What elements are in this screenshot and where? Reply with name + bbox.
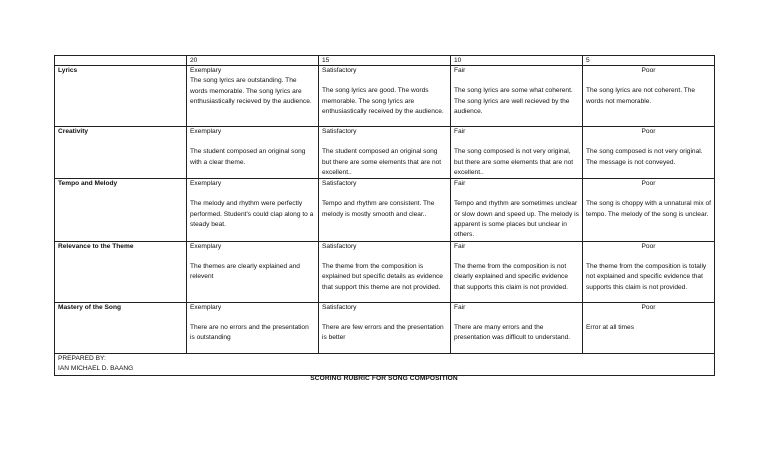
level-label: Fair (454, 242, 466, 250)
header-cell-20: 20 (187, 56, 319, 66)
cell-relevance-satisfactory (319, 241, 451, 302)
level-description: Tempo and rhythm are sometimes unclear or slow down and speed up. The melody is apparent is some places but unclear in others. (454, 200, 579, 239)
level-description: The theme from the composition is explained but specific details as evidence that support this theme are not provided. (322, 262, 443, 291)
prepared-by-label: PREPARED BY: (58, 354, 106, 362)
criterion-relevance: Relevance to the Theme (55, 241, 187, 302)
level-description: The student composed an original song but there are some elements that are not excellent.. (322, 148, 442, 176)
level-label: Fair (454, 180, 466, 188)
level-label: Poor (641, 242, 656, 250)
level-description: The song composed is not very original, but there are some elements that are not excellent.. (454, 148, 574, 176)
prepared-by-name: IAN MICHAEL D. BAANG (58, 364, 134, 372)
criterion-mastery: Mastery of the Song (55, 302, 187, 353)
level-description: The song lyrics are not coherent. The words not memorable. (586, 87, 696, 105)
level-description: Error at all times (586, 323, 634, 331)
level-label: Poor (641, 67, 656, 74)
header-cell-10: 10 (451, 56, 583, 66)
header-cell-15: 15 (319, 56, 451, 66)
cell-lyrics-fair (451, 66, 583, 127)
level-label: Fair (454, 67, 466, 74)
level-description: The song composed is not very original. The message is not conveyed. (586, 148, 703, 166)
criterion-tempo-melody: Tempo and Melody (55, 179, 187, 241)
cell-mastery-poor (583, 302, 715, 353)
cell-tempo-exemplary (187, 179, 319, 241)
cell-relevance-poor (583, 241, 715, 302)
level-description: The student composed an original song with a clear theme. (190, 148, 306, 166)
level-description: The theme from the composition is not clearly explained and specific evidence that supports this claim is not provided. (454, 262, 568, 291)
prepared-by-row (55, 353, 715, 375)
row-mastery (55, 302, 715, 353)
level-label: Poor (641, 180, 656, 188)
cell-relevance-exemplary (187, 241, 319, 302)
cell-creativity-poor (583, 127, 715, 179)
cell-mastery-fair (451, 302, 583, 353)
level-label: Poor (641, 303, 656, 311)
level-label: Poor (641, 128, 656, 135)
cell-creativity-exemplary (187, 127, 319, 179)
row-relevance (55, 241, 715, 302)
level-label: Satisfactory (322, 303, 357, 311)
level-description: There are many errors and the presentation was difficult to understand. (454, 323, 571, 342)
level-label: Satisfactory (322, 242, 357, 250)
level-description: The themes are clearly explained and relevent (190, 262, 300, 281)
level-description: The song lyrics are some what coherent. The song lyrics are well recieved by the audience. (454, 87, 573, 115)
cell-tempo-satisfactory (319, 179, 451, 241)
cell-lyrics-satisfactory (319, 66, 451, 127)
level-description: The song is choppy with a unnatural mix of tempo. The melody of the song is unclear. (586, 200, 711, 218)
document-title: SCORING RUBRIC FOR SONG COMPOSITION (310, 375, 458, 382)
header-cell-criteria (55, 56, 187, 66)
level-description: The song lyrics are outstanding. The words memorable. The song lyrics are enthusiastically recieved by the audience. (190, 77, 312, 105)
level-label: Exemplary (190, 242, 222, 250)
level-label: Fair (454, 303, 466, 311)
cell-mastery-satisfactory (319, 302, 451, 353)
cell-lyrics-exemplary (187, 66, 319, 127)
level-description: Tempo and rhythm are consistent. The melody is mostly smooth and clear.. (322, 200, 435, 218)
level-description: There are few errors and the presentation is better (322, 323, 444, 342)
level-description: The melody and rhythm were perfectly performed. Student's could clap along to a steady beat. (190, 200, 314, 229)
row-tempo-melody (55, 179, 715, 241)
header-row (55, 56, 715, 66)
row-lyrics (55, 66, 715, 127)
prepared-by-cell (55, 353, 715, 375)
level-description: There are no errors and the presentation is outstanding (190, 323, 309, 342)
cell-tempo-poor (583, 179, 715, 241)
level-label: Exemplary (190, 303, 222, 311)
level-description: The song lyrics are good. The words memorable. The song lyrics are enthusiastically received by the audience. (322, 87, 444, 115)
cell-creativity-fair (451, 127, 583, 179)
cell-creativity-satisfactory (319, 127, 451, 179)
rubric-table (54, 55, 715, 376)
level-label: Satisfactory (322, 128, 357, 135)
level-label: Exemplary (190, 128, 222, 135)
level-label: Exemplary (190, 67, 222, 74)
level-label: Fair (454, 128, 466, 135)
row-creativity (55, 127, 715, 179)
cell-relevance-fair (451, 241, 583, 302)
cell-mastery-exemplary (187, 302, 319, 353)
level-description: The theme from the composition is totally not explained and specific evidence that supports this claim is not provided. (586, 262, 707, 291)
cell-tempo-fair (451, 179, 583, 241)
cell-lyrics-poor (583, 66, 715, 127)
criterion-creativity: Creativity (55, 127, 187, 179)
level-label: Satisfactory (322, 180, 357, 188)
level-label: Satisfactory (322, 67, 357, 74)
level-label: Exemplary (190, 180, 222, 188)
criterion-lyrics: Lyrics (55, 66, 187, 127)
header-cell-5: 5 (583, 56, 715, 66)
